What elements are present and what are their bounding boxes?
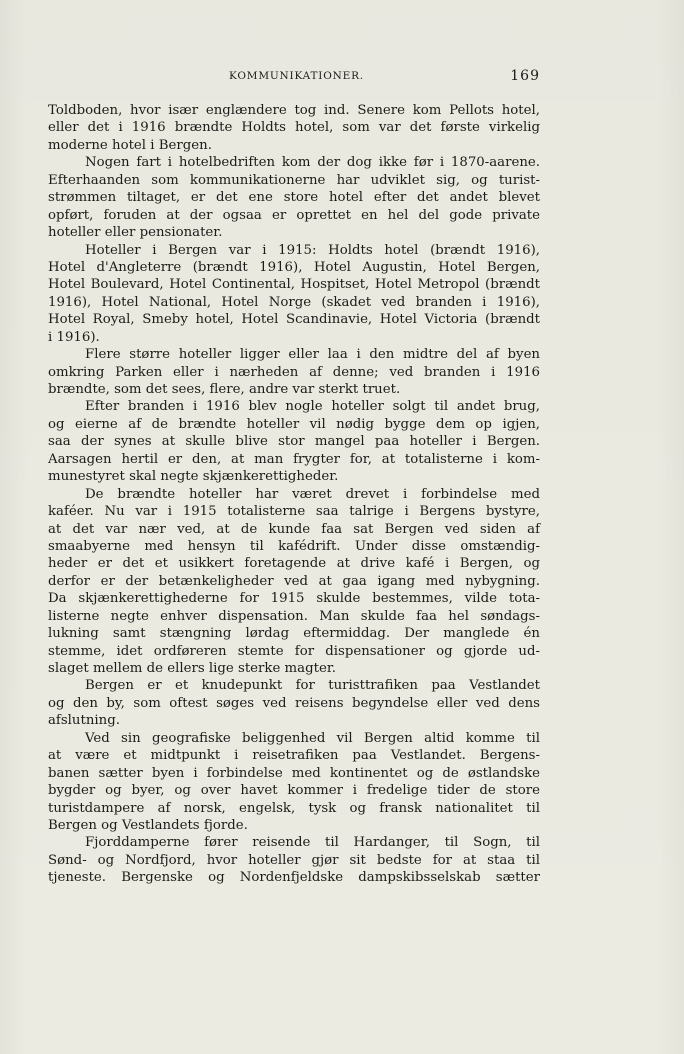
text-line: moderne hotel i Bergen. bbox=[48, 137, 212, 153]
text-line: smaabyerne med hensyn til kafédrift. Under disse omstændig- bbox=[48, 538, 540, 554]
text-line: Bergen er et knudepunkt for turisttrafiken paa Vestlandet bbox=[85, 678, 540, 694]
text-line: i 1916). bbox=[48, 329, 100, 345]
text-line: hoteller eller pensionater. bbox=[48, 225, 223, 241]
text-line: Hotel d'Angleterre (brændt 1916), Hotel Augustin, Hotel Bergen, bbox=[48, 259, 540, 275]
text-line: De brændte hoteller har været drevet i forbindelse med bbox=[85, 486, 540, 502]
text-line: Da skjænkerettighederne for 1915 skulde bestemmes, vilde tota- bbox=[48, 591, 540, 607]
text-line: 1916), Hotel National, Hotel Norge (skadet ved branden i 1916), bbox=[48, 294, 540, 310]
text-line: Hoteller i Bergen var i 1915: Holdts hotel (brændt 1916), bbox=[85, 242, 540, 258]
text-line: Aarsagen hertil er den, at man frygter for, at totalisterne i kom- bbox=[48, 451, 540, 467]
text-line: og eierne af de brændte hoteller vil nødig bygge dem op igjen, bbox=[48, 416, 540, 432]
page-number: 169 bbox=[510, 68, 540, 84]
text-line: turistdampere af norsk, engelsk, tysk og fransk nationalitet til bbox=[48, 800, 540, 816]
text-line: listerne negte enhver dispensation. Man skulde faa hel søndags- bbox=[48, 608, 540, 624]
text-line: lukning samt stængning lørdag eftermiddag. Der manglede én bbox=[48, 626, 540, 642]
text-line: tjeneste. Bergenske og Nordenfjeldske dampskibsselskab sætter bbox=[48, 870, 540, 886]
text-line: Hotel Royal, Smeby hotel, Hotel Scandinavie, Hotel Victoria (brændt bbox=[48, 312, 540, 328]
text-line: afslutning. bbox=[48, 713, 120, 729]
text-line: banen sætter byen i forbindelse med kontinentet og de østlandske bbox=[48, 765, 540, 781]
text-line: Bergen og Vestlandets fjorde. bbox=[48, 817, 248, 833]
text-line: Efter branden i 1916 blev nogle hoteller solgt til andet brug, bbox=[85, 399, 540, 415]
text-line: at være et midtpunkt i reisetrafiken paa Vestlandet. Bergens- bbox=[48, 748, 540, 764]
text-line: Fjorddamperne fører reisende til Hardanger, til Sogn, til bbox=[85, 835, 540, 851]
text-line: saa der synes at skulle blive stor mangel paa hoteller i Bergen. bbox=[48, 434, 540, 450]
text-line: heder er det et usikkert foretagende at drive kafé i Bergen, og bbox=[48, 556, 540, 572]
text-line: slaget mellem de ellers lige sterke magter. bbox=[48, 661, 336, 676]
text-line: Hotel Boulevard, Hotel Continental, Hospitset, Hotel Metropol (brændt bbox=[48, 277, 540, 293]
text-line: derfor er der betænkeligheder ved at gaa igang med nybygning. bbox=[48, 573, 540, 589]
body-text bbox=[48, 102, 540, 887]
text-line: Ved sin geografiske beliggenhed vil Bergen altid komme til bbox=[85, 730, 540, 746]
text-line: opført, foruden at der ogsaa er oprettet en hel del gode private bbox=[48, 207, 540, 223]
running-title: KOMMUNIKATIONER. bbox=[229, 70, 364, 82]
text-line: Flere større hoteller ligger eller laa i den midtre del af byen bbox=[85, 347, 540, 363]
text-line: bygder og byer, og over havet kommer i fredelige tider de store bbox=[48, 783, 540, 799]
text-line: kaféer. Nu var i 1915 totalisterne saa talrige i Bergens bystyre, bbox=[48, 504, 540, 520]
text-line: strømmen tiltaget, er det ene store hotel efter det andet blevet bbox=[48, 190, 540, 206]
text-line: brændte, som det sees, flere, andre var sterkt truet. bbox=[48, 382, 401, 397]
text-line: omkring Parken eller i nærheden af denne; ved branden i 1916 bbox=[48, 364, 540, 380]
text-line: at det var nær ved, at de kunde faa sat Bergen ved siden af bbox=[48, 521, 540, 537]
text-line: Nogen fart i hotelbedriften kom der dog ikke før i 1870-aarene. bbox=[85, 155, 540, 171]
text-line: stemme, idet ordføreren stemte for dispensationer og gjorde ud- bbox=[48, 643, 540, 659]
text-line: og den by, som oftest søges ved reisens begyndelse eller ved dens bbox=[48, 695, 540, 711]
text-line: munestyret skal negte skjænkerettigheder. bbox=[48, 469, 339, 485]
page-header bbox=[48, 68, 540, 86]
text-line: Efterhaanden som kommunikationerne har udviklet sig, og turist- bbox=[48, 172, 540, 188]
text-line: Toldboden, hvor især englændere tog ind. Senere kom Pellots hotel, bbox=[48, 103, 540, 118]
text-line: eller det i 1916 brændte Holdts hotel, som var det første virkelig bbox=[48, 120, 540, 136]
text-line: Sønd- og Nordfjord, hvor hoteller gjør sit bedste for at staa til bbox=[48, 852, 540, 868]
